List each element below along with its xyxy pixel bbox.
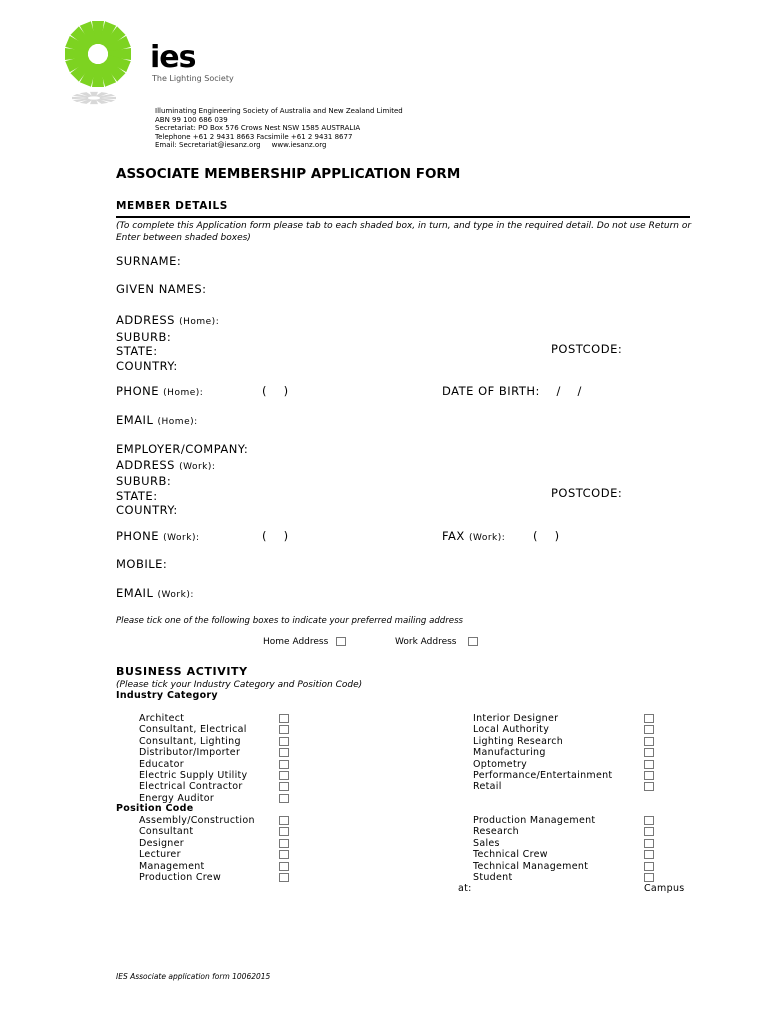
list-item: Distributor/Importer (139, 747, 241, 759)
industry-checkbox[interactable] (279, 771, 289, 780)
org-line: ABN 99 100 686 039 (155, 115, 228, 124)
position-checkbox[interactable] (279, 816, 289, 825)
list-item: Optometry (473, 758, 528, 770)
given-names-label: GIVEN NAMES: (116, 282, 207, 296)
phone-work-text: PHONE (116, 529, 160, 543)
industry-left-checkboxes (279, 714, 289, 805)
email-label: EMAIL (116, 413, 154, 427)
list-item: Architect (139, 713, 185, 724)
email-home-label (116, 413, 198, 427)
position-checkbox[interactable] (279, 850, 289, 859)
work-address-option (395, 637, 457, 647)
list-item: Technical Crew (473, 849, 548, 861)
list-item: Lecturer (139, 849, 181, 861)
fax-text: FAX (442, 529, 465, 543)
list-item: Technical Management (473, 860, 589, 872)
list-item: Energy Auditor (139, 792, 215, 804)
dob-label: DATE OF BIRTH: / / (442, 384, 582, 398)
org-line: Email: Secretariat@iesanz.org www.iesanz.org (155, 141, 327, 150)
employer-label: EMPLOYER/COMPANY: (116, 442, 249, 456)
position-checkbox[interactable] (279, 862, 289, 871)
industry-checkbox[interactable] (279, 748, 289, 757)
position-right-list (473, 815, 595, 883)
position-left-list (139, 815, 255, 883)
industry-checkbox[interactable] (644, 760, 654, 769)
work-sublabel: (Work): (179, 461, 216, 472)
list-item: Consultant, Electrical (139, 724, 247, 736)
list-item: Electrical Contractor (139, 781, 243, 793)
industry-checkbox[interactable] (279, 794, 289, 803)
list-item: Production Crew (139, 872, 222, 884)
industry-checkbox[interactable] (644, 714, 654, 723)
list-item: Electric Supply Utility (139, 770, 248, 782)
logo-name: ies (150, 40, 196, 75)
position-code-label: Position Code (116, 803, 194, 814)
industry-category-label: Industry Category (116, 690, 218, 701)
business-instruction: (Please tick your Industry Category and Position Code) (116, 680, 363, 690)
industry-checkbox[interactable] (644, 782, 654, 791)
org-line: Secretariat: PO Box 576 Crows Nest NSW 1585 AUSTRALIA (155, 124, 361, 133)
list-item: Performance/Entertainment (473, 770, 613, 782)
surname-label: SURNAME: (116, 254, 182, 268)
position-checkbox[interactable] (644, 873, 654, 882)
address-label: ADDRESS (116, 313, 175, 327)
fax-area: ( ) (533, 529, 560, 543)
list-item: Retail (473, 781, 502, 793)
industry-checkbox[interactable] (279, 737, 289, 746)
email-work-sublabel: (Work): (157, 590, 194, 600)
position-right-checkboxes (644, 816, 654, 884)
section-divider (116, 216, 690, 218)
suburb-work-label: SUBURB: (116, 474, 172, 488)
position-checkbox[interactable] (644, 816, 654, 825)
industry-checkbox[interactable] (279, 714, 289, 723)
email-work-text: EMAIL (116, 586, 154, 600)
business-activity-heading: BUSINESS ACTIVITY (116, 665, 248, 678)
phone-label: PHONE (116, 384, 160, 398)
industry-checkbox[interactable] (644, 725, 654, 734)
phone-work-sublabel: (Work): (163, 533, 200, 543)
fax-label (442, 529, 505, 543)
form-title: ASSOCIATE MEMBERSHIP APPLICATION FORM (116, 166, 461, 182)
phone-home-sublabel: (Home): (163, 388, 204, 398)
work-address-label: Work Address (395, 637, 457, 647)
postcode-work-label: POSTCODE: (551, 486, 623, 500)
list-item: Research (473, 826, 519, 838)
industry-checkbox[interactable] (644, 748, 654, 757)
phone-work-area: ( ) (262, 529, 289, 543)
industry-checkbox[interactable] (279, 782, 289, 791)
position-checkbox[interactable] (279, 827, 289, 836)
org-line: Telephone +61 2 9431 8663 Facsimile +61 2 9431 8677 (155, 132, 353, 141)
postcode-label: POSTCODE: (551, 342, 623, 356)
position-checkbox[interactable] (644, 839, 654, 848)
industry-right-list (473, 713, 612, 793)
phone-work-label (116, 529, 200, 543)
position-checkbox[interactable] (644, 862, 654, 871)
list-item: Designer (139, 837, 184, 849)
work-address-label: ADDRESS (116, 457, 175, 472)
suburb-label: SUBURB: (116, 329, 172, 344)
footer-text: IES Associate application form 10062015 (116, 972, 271, 981)
fax-sublabel: (Work): (468, 533, 506, 543)
list-item: Management (139, 860, 205, 872)
list-item: Consultant, Lighting (139, 735, 241, 747)
industry-right-checkboxes (644, 714, 654, 794)
mobile-label: MOBILE: (116, 557, 168, 571)
home-address-label: Home Address (263, 637, 329, 647)
country-label: COUNTRY: (116, 358, 178, 373)
starburst-logo-icon (58, 18, 158, 110)
phone-home-label (116, 384, 203, 398)
state-work-label: STATE: (116, 488, 158, 503)
list-item: Manufacturing (473, 747, 546, 759)
industry-checkbox[interactable] (644, 737, 654, 746)
org-line: Illuminating Engineering Society of Australia and New Zealand Limited (155, 107, 403, 115)
member-details-heading: MEMBER DETAILS (116, 200, 228, 212)
home-sublabel: (Home): (179, 317, 220, 327)
list-item: Sales (473, 837, 500, 849)
home-address-option (263, 637, 328, 647)
state-label: STATE: (116, 344, 158, 358)
position-checkbox[interactable] (644, 850, 654, 859)
list-item: Interior Designer (473, 713, 559, 724)
industry-checkbox[interactable] (644, 771, 654, 780)
list-item: Production Management (473, 815, 596, 826)
country-work-label: COUNTRY: (116, 503, 178, 517)
home-address-checkbox[interactable] (336, 637, 346, 646)
campus-label: Campus (644, 883, 685, 894)
home-address-block (116, 313, 219, 373)
position-checkbox[interactable] (279, 839, 289, 848)
list-item: Student (473, 872, 513, 884)
industry-checkbox[interactable] (279, 760, 289, 769)
position-checkbox[interactable] (279, 873, 289, 882)
mailing-instruction: Please tick one of the following boxes to indicate your preferred mailing address (116, 616, 464, 626)
email-home-sublabel: (Home): (157, 417, 198, 427)
list-item: Educator (139, 758, 184, 770)
list-item: Local Authority (473, 724, 550, 736)
email-work-label (116, 586, 194, 600)
work-address-checkbox[interactable] (468, 637, 478, 646)
list-item: Assembly/Construction (139, 815, 255, 826)
org-info (155, 107, 403, 150)
work-address-block (116, 442, 248, 518)
industry-left-list (139, 713, 247, 804)
position-left-checkboxes (279, 816, 289, 884)
industry-checkbox[interactable] (279, 725, 289, 734)
logo-tagline: The Lighting Society (152, 74, 234, 83)
position-checkbox[interactable] (644, 827, 654, 836)
list-item: Consultant (139, 826, 194, 838)
instruction-text: (To complete this Application form please tab to each shaded box, in turn, and type in the required detail. Do not use Return or Enter between shaded boxes) (116, 221, 692, 243)
student-at-label: at: (458, 883, 472, 894)
phone-home-area: ( ) (262, 384, 289, 398)
list-item: Lighting Research (473, 735, 564, 747)
